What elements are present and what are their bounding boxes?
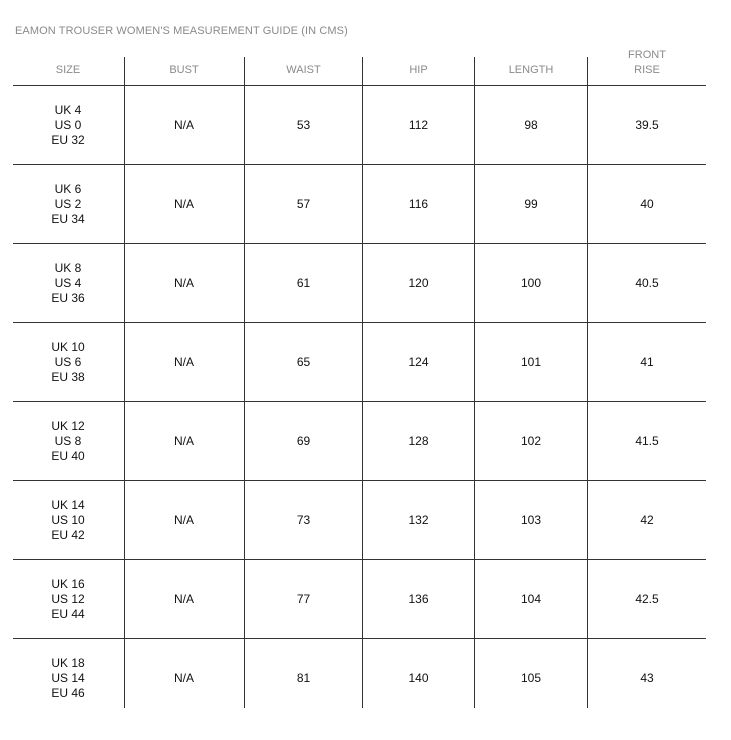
hip-cell: 140 [408,671,429,685]
hip-cell: 124 [408,355,429,369]
size-cell [13,86,123,165]
waist-cell: 61 [296,276,311,290]
size-us: US 0 [54,118,82,132]
waist-cell: 53 [296,118,311,132]
waist-cell: 69 [296,434,311,448]
hip-cell: 132 [408,513,429,527]
header-front-rise [588,46,706,84]
bust-cell: N/A [173,276,194,290]
length-cell: 102 [520,434,542,448]
size-cell [13,481,123,560]
size-eu: EU 40 [51,449,85,463]
hip-cell: 116 [408,197,429,211]
front-rise-cell: 41.5 [635,434,659,448]
front-rise-cell: 43 [640,671,654,685]
front-rise-cell: 39.5 [635,118,659,132]
size-us: US 12 [51,592,85,606]
waist-cell: 81 [296,671,311,685]
header-front-rise-line1: FRONT [628,49,666,61]
waist-cell: 77 [296,592,311,606]
hip-cell: 120 [408,276,429,290]
size-uk: UK 14 [51,498,85,512]
bust-cell: N/A [173,197,194,211]
hip-cell: 128 [408,434,429,448]
size-cell [13,244,123,323]
front-rise-cell: 42.5 [635,592,659,606]
bust-cell: N/A [173,355,194,369]
waist-cell: 57 [296,197,311,211]
waist-cell: 65 [296,355,311,369]
length-cell: 98 [524,118,538,132]
bust-cell: N/A [173,592,194,606]
front-rise-cell: 40 [640,197,654,211]
size-uk: UK 12 [51,419,85,433]
length-cell: 103 [520,513,542,527]
size-cell [13,402,123,481]
bust-cell: N/A [173,434,194,448]
size-cell [13,560,123,639]
length-cell: 105 [520,671,542,685]
size-eu: EU 38 [51,370,85,384]
waist-cell: 73 [296,513,311,527]
size-eu: EU 34 [51,212,85,226]
length-cell: 101 [520,355,542,369]
length-cell: 104 [520,592,542,606]
bust-cell: N/A [173,671,194,685]
size-eu: EU 32 [51,133,85,147]
front-rise-cell: 41 [640,355,654,369]
length-cell: 99 [524,197,538,211]
length-cell: 100 [520,276,542,290]
size-cell [13,323,123,402]
size-uk: UK 18 [51,656,85,670]
front-rise-cell: 40.5 [635,276,659,290]
header-front-rise-line2: RISE [634,64,660,76]
front-rise-cell: 42 [640,513,654,527]
size-cell [13,639,123,718]
size-eu: EU 46 [51,686,85,700]
size-us: US 6 [54,355,82,369]
size-us: US 2 [54,197,82,211]
size-uk: UK 4 [54,103,82,117]
bust-cell: N/A [173,118,194,132]
hip-cell: 136 [408,592,429,606]
size-uk: UK 16 [51,577,85,591]
size-uk: UK 10 [51,340,85,354]
size-eu: EU 42 [51,528,85,542]
size-us: US 8 [54,434,82,448]
size-us: US 14 [51,671,85,685]
header-waist: WAIST [286,64,321,76]
hip-cell: 112 [408,118,429,132]
size-uk: UK 8 [54,261,82,275]
size-uk: UK 6 [54,182,82,196]
size-us: US 4 [54,276,82,290]
header-size: SIZE [55,64,81,76]
bust-cell: N/A [173,513,194,527]
header-bust: BUST [169,64,199,76]
page-title: EAMON TROUSER WOMEN'S MEASUREMENT GUIDE (IN CMS) [15,25,348,37]
size-cell [13,165,123,244]
size-eu: EU 44 [51,607,85,621]
size-us: US 10 [51,513,85,527]
header-hip: HIP [409,64,428,76]
size-eu: EU 36 [51,291,85,305]
header-length: LENGTH [508,64,554,76]
